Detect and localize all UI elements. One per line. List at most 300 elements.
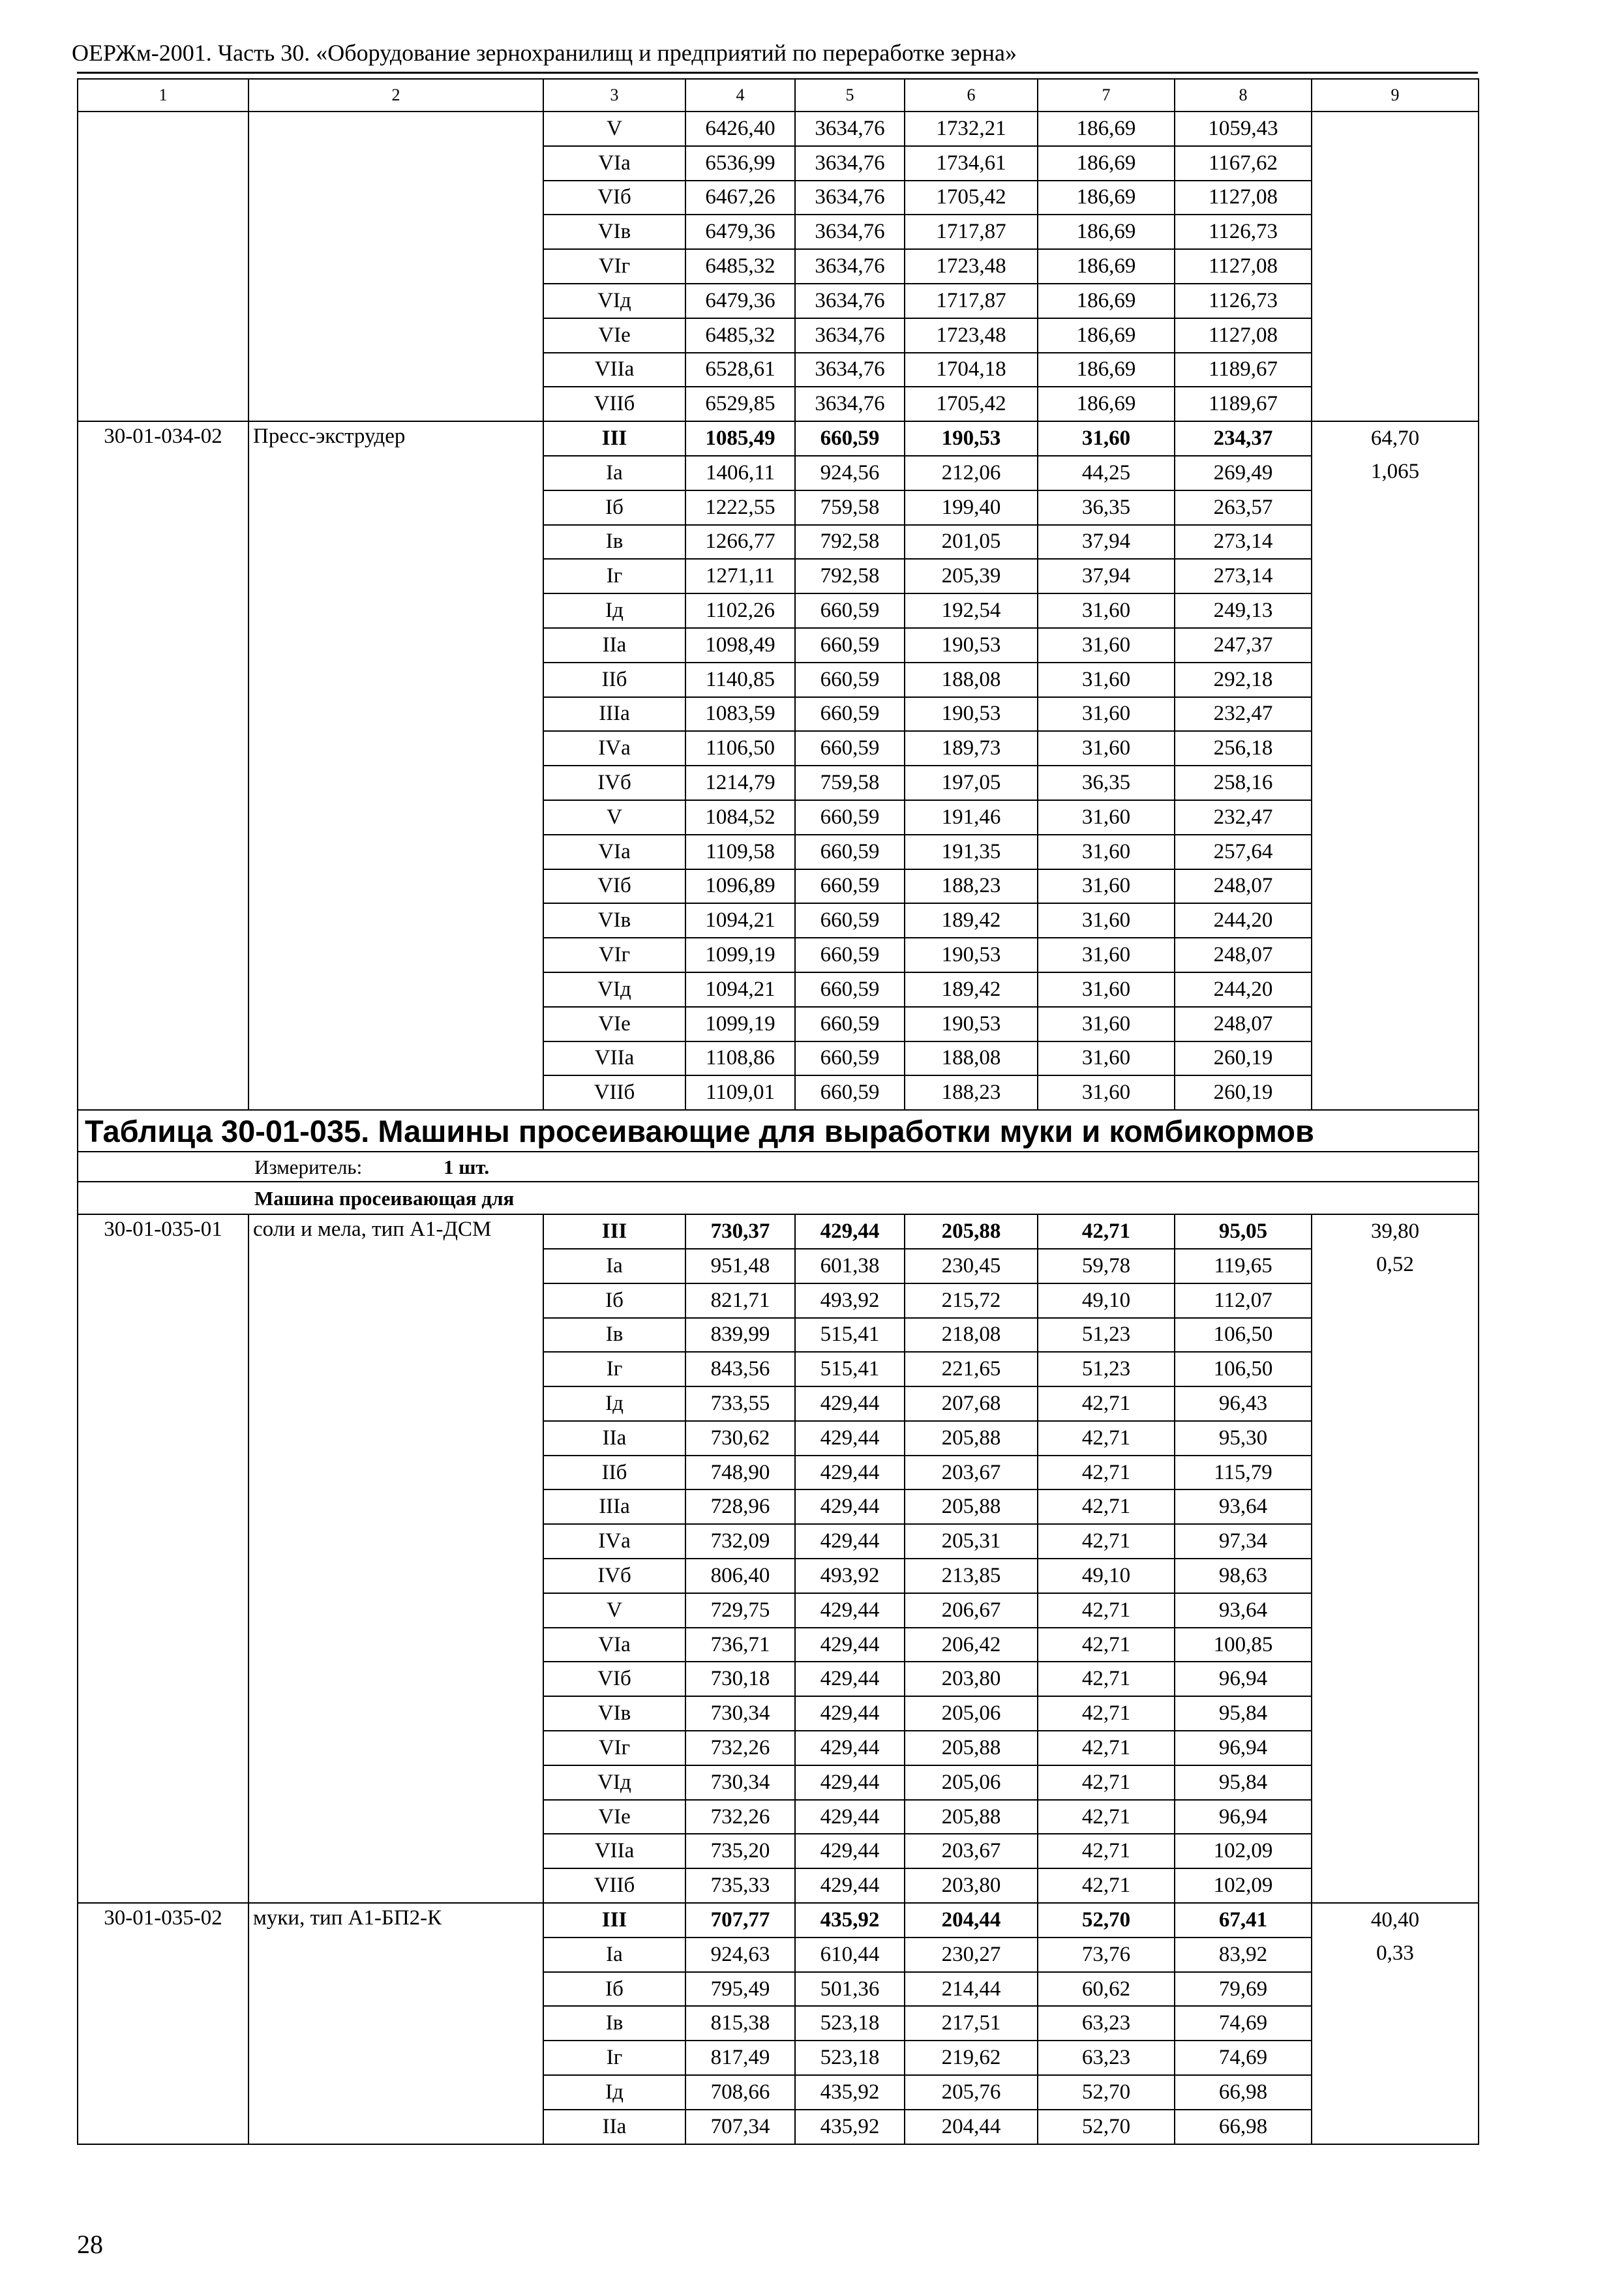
table-title: Таблица 30-01-035. Машины просеивающие для выработки муки и комбикормов xyxy=(78,1110,1479,1152)
value-cell: 269,49 xyxy=(1175,456,1312,490)
value-cell: 736,71 xyxy=(685,1628,795,1662)
value-cell: 256,18 xyxy=(1175,731,1312,766)
value-cell: 97,34 xyxy=(1175,1524,1312,1559)
zone-cell: IVа xyxy=(543,731,685,766)
value-cell: 3634,76 xyxy=(795,112,905,146)
extra-value: 64,70 xyxy=(1370,426,1420,451)
value-cell: 6467,26 xyxy=(685,181,795,215)
value-cell: 806,40 xyxy=(685,1559,795,1593)
value-cell: 31,60 xyxy=(1038,421,1175,456)
value-cell: 429,44 xyxy=(795,1834,905,1868)
value-cell: 186,69 xyxy=(1038,112,1175,146)
zone-cell: VIб xyxy=(543,1662,685,1696)
value-cell: 52,70 xyxy=(1038,1903,1175,1937)
value-cell: 1705,42 xyxy=(905,387,1038,421)
extra-cell xyxy=(1312,1903,1479,2144)
value-cell: 6536,99 xyxy=(685,146,795,181)
zone-cell: IIIа xyxy=(543,697,685,732)
column-number: 6 xyxy=(905,79,1038,112)
value-cell: 31,60 xyxy=(1038,663,1175,697)
value-cell: 429,44 xyxy=(795,1593,905,1628)
value-cell: 1127,08 xyxy=(1175,318,1312,353)
value-cell: 660,59 xyxy=(795,1041,905,1076)
value-cell: 435,92 xyxy=(795,2110,905,2144)
value-cell: 735,33 xyxy=(685,1868,795,1903)
value-cell: 219,62 xyxy=(905,2041,1038,2075)
value-cell: 843,56 xyxy=(685,1352,795,1386)
value-cell: 215,72 xyxy=(905,1283,1038,1318)
value-cell: 429,44 xyxy=(795,1662,905,1696)
value-cell: 42,71 xyxy=(1038,1456,1175,1490)
value-cell: 31,60 xyxy=(1038,1075,1175,1110)
value-cell: 924,63 xyxy=(685,1937,795,1972)
table-row xyxy=(78,112,1479,146)
value-cell: 730,37 xyxy=(685,1214,795,1249)
value-cell: 213,85 xyxy=(905,1559,1038,1593)
value-cell: 74,69 xyxy=(1175,2041,1312,2075)
extra-cell xyxy=(1312,1214,1479,1903)
value-cell: 660,59 xyxy=(795,697,905,732)
value-cell: 248,07 xyxy=(1175,938,1312,972)
value-cell: 203,80 xyxy=(905,1868,1038,1903)
value-cell: 660,59 xyxy=(795,1007,905,1041)
value-cell: 31,60 xyxy=(1038,835,1175,869)
value-cell: 6426,40 xyxy=(685,112,795,146)
extra-value: 0,52 xyxy=(1376,1252,1414,1276)
value-cell: 42,71 xyxy=(1038,1386,1175,1421)
extra-value: 1,065 xyxy=(1370,459,1420,483)
value-cell: 515,41 xyxy=(795,1318,905,1353)
value-cell: 1083,59 xyxy=(685,697,795,732)
value-cell: 31,60 xyxy=(1038,1041,1175,1076)
zone-cell: III xyxy=(543,1214,685,1249)
value-cell: 42,71 xyxy=(1038,1868,1175,1903)
zone-cell: IVб xyxy=(543,766,685,800)
value-cell: 435,92 xyxy=(795,2075,905,2110)
value-cell: 205,06 xyxy=(905,1765,1038,1800)
value-cell: 205,88 xyxy=(905,1214,1038,1249)
value-cell: 42,71 xyxy=(1038,1593,1175,1628)
value-cell: 660,59 xyxy=(795,731,905,766)
zone-cell: IIа xyxy=(543,1421,685,1456)
zone-cell: IIа xyxy=(543,2110,685,2144)
value-cell: 1167,62 xyxy=(1175,146,1312,181)
value-cell: 732,26 xyxy=(685,1731,795,1765)
value-cell: 708,66 xyxy=(685,2075,795,2110)
value-cell: 1096,89 xyxy=(685,869,795,904)
value-cell: 31,60 xyxy=(1038,731,1175,766)
value-cell: 230,27 xyxy=(905,1937,1038,1972)
value-cell: 96,94 xyxy=(1175,1662,1312,1696)
value-cell: 493,92 xyxy=(795,1283,905,1318)
value-cell: 83,92 xyxy=(1175,1937,1312,1972)
value-cell: 273,14 xyxy=(1175,559,1312,593)
value-cell: 660,59 xyxy=(795,938,905,972)
value-cell: 191,35 xyxy=(905,835,1038,869)
meter-label: Измеритель: xyxy=(254,1155,363,1178)
value-cell: 429,44 xyxy=(795,1628,905,1662)
value-cell: 188,08 xyxy=(905,1041,1038,1076)
value-cell: 660,59 xyxy=(795,663,905,697)
value-cell: 42,71 xyxy=(1038,1765,1175,1800)
value-cell: 42,71 xyxy=(1038,1834,1175,1868)
zone-cell: VIе xyxy=(543,1800,685,1834)
zone-cell: VIд xyxy=(543,972,685,1007)
value-cell: 42,71 xyxy=(1038,1662,1175,1696)
value-cell: 493,92 xyxy=(795,1559,905,1593)
extra-value: 39,80 xyxy=(1370,1219,1420,1244)
zone-cell: VIг xyxy=(543,938,685,972)
value-cell: 3634,76 xyxy=(795,181,905,215)
value-cell: 732,09 xyxy=(685,1524,795,1559)
zone-cell: VIд xyxy=(543,1765,685,1800)
value-cell: 119,65 xyxy=(1175,1249,1312,1283)
value-cell: 3634,76 xyxy=(795,146,905,181)
zone-cell: VIIа xyxy=(543,353,685,387)
value-cell: 3634,76 xyxy=(795,215,905,249)
value-cell: 95,84 xyxy=(1175,1765,1312,1800)
value-cell: 660,59 xyxy=(795,972,905,1007)
subheader: Машина просеивающая для xyxy=(78,1182,1479,1214)
value-cell: 96,43 xyxy=(1175,1386,1312,1421)
value-cell: 95,05 xyxy=(1175,1214,1312,1249)
work-code-cell xyxy=(78,112,248,421)
value-cell: 815,38 xyxy=(685,2006,795,2041)
value-cell: 218,08 xyxy=(905,1318,1038,1353)
value-cell: 1717,87 xyxy=(905,215,1038,249)
value-cell: 3634,76 xyxy=(795,387,905,421)
value-cell: 221,65 xyxy=(905,1352,1038,1386)
value-cell: 728,96 xyxy=(685,1489,795,1524)
value-cell: 44,25 xyxy=(1038,456,1175,490)
value-cell: 429,44 xyxy=(795,1489,905,1524)
value-cell: 189,42 xyxy=(905,903,1038,938)
value-cell: 188,23 xyxy=(905,1075,1038,1110)
value-cell: 951,48 xyxy=(685,1249,795,1283)
zone-cell: V xyxy=(543,800,685,835)
value-cell: 1717,87 xyxy=(905,284,1038,318)
zone-cell: Iг xyxy=(543,559,685,593)
extra-value: 40,40 xyxy=(1370,1908,1420,1932)
value-cell: 42,71 xyxy=(1038,1489,1175,1524)
zone-cell: VIг xyxy=(543,249,685,284)
value-cell: 79,69 xyxy=(1175,1972,1312,2007)
value-cell: 839,99 xyxy=(685,1318,795,1353)
value-cell: 759,58 xyxy=(795,490,905,525)
zone-cell: VIб xyxy=(543,869,685,904)
value-cell: 260,19 xyxy=(1175,1041,1312,1076)
column-number-row xyxy=(78,79,1479,112)
value-cell: 1094,21 xyxy=(685,903,795,938)
value-cell: 3634,76 xyxy=(795,284,905,318)
value-cell: 1126,73 xyxy=(1175,284,1312,318)
value-cell: 1099,19 xyxy=(685,1007,795,1041)
value-cell: 1214,79 xyxy=(685,766,795,800)
column-number: 4 xyxy=(685,79,795,112)
value-cell: 96,94 xyxy=(1175,1800,1312,1834)
column-number: 9 xyxy=(1312,79,1479,112)
zone-cell: Iд xyxy=(543,1386,685,1421)
value-cell: 1059,43 xyxy=(1175,112,1312,146)
value-cell: 217,51 xyxy=(905,2006,1038,2041)
value-cell: 660,59 xyxy=(795,1075,905,1110)
zone-cell: VIIб xyxy=(543,1075,685,1110)
zone-cell: Iд xyxy=(543,593,685,628)
zone-cell: VIIб xyxy=(543,387,685,421)
zone-cell: VIIа xyxy=(543,1834,685,1868)
value-cell: 244,20 xyxy=(1175,972,1312,1007)
value-cell: 273,14 xyxy=(1175,525,1312,560)
value-cell: 102,09 xyxy=(1175,1834,1312,1868)
value-cell: 106,50 xyxy=(1175,1352,1312,1386)
value-cell: 429,44 xyxy=(795,1386,905,1421)
value-cell: 42,71 xyxy=(1038,1524,1175,1559)
value-cell: 205,39 xyxy=(905,559,1038,593)
value-cell: 660,59 xyxy=(795,869,905,904)
value-cell: 52,70 xyxy=(1038,2110,1175,2144)
value-cell: 260,19 xyxy=(1175,1075,1312,1110)
value-cell: 263,57 xyxy=(1175,490,1312,525)
table-row xyxy=(78,1903,1479,1937)
value-cell: 660,59 xyxy=(795,593,905,628)
zone-cell: Iг xyxy=(543,1352,685,1386)
value-cell: 429,44 xyxy=(795,1214,905,1249)
value-cell: 429,44 xyxy=(795,1868,905,1903)
value-cell: 429,44 xyxy=(795,1800,905,1834)
value-cell: 730,62 xyxy=(685,1421,795,1456)
value-cell: 248,07 xyxy=(1175,869,1312,904)
table-row xyxy=(78,421,1479,456)
zone-cell: III xyxy=(543,421,685,456)
value-cell: 66,98 xyxy=(1175,2075,1312,2110)
value-cell: 31,60 xyxy=(1038,1007,1175,1041)
zone-cell: IVб xyxy=(543,1559,685,1593)
value-cell: 6485,32 xyxy=(685,318,795,353)
value-cell: 205,88 xyxy=(905,1800,1038,1834)
value-cell: 258,16 xyxy=(1175,766,1312,800)
value-cell: 730,34 xyxy=(685,1696,795,1731)
value-cell: 203,67 xyxy=(905,1834,1038,1868)
value-cell: 748,90 xyxy=(685,1456,795,1490)
work-name-cell: Пресс-экструдер xyxy=(248,421,543,1110)
value-cell: 63,23 xyxy=(1038,2041,1175,2075)
value-cell: 205,06 xyxy=(905,1696,1038,1731)
zone-cell: VIв xyxy=(543,215,685,249)
zone-cell: VIа xyxy=(543,835,685,869)
value-cell: 31,60 xyxy=(1038,593,1175,628)
value-cell: 186,69 xyxy=(1038,181,1175,215)
value-cell: 660,59 xyxy=(795,903,905,938)
value-cell: 100,85 xyxy=(1175,1628,1312,1662)
value-cell: 51,23 xyxy=(1038,1318,1175,1353)
zone-cell: V xyxy=(543,1593,685,1628)
zone-cell: Iа xyxy=(543,1937,685,1972)
extra-value: 0,33 xyxy=(1376,1941,1414,1965)
value-cell: 59,78 xyxy=(1038,1249,1175,1283)
zone-cell: Iд xyxy=(543,2075,685,2110)
value-cell: 31,60 xyxy=(1038,903,1175,938)
value-cell: 186,69 xyxy=(1038,387,1175,421)
column-number: 8 xyxy=(1175,79,1312,112)
value-cell: 523,18 xyxy=(795,2006,905,2041)
value-cell: 186,69 xyxy=(1038,284,1175,318)
value-cell: 729,75 xyxy=(685,1593,795,1628)
zone-cell: VIIб xyxy=(543,1868,685,1903)
value-cell: 214,44 xyxy=(905,1972,1038,2007)
value-cell: 660,59 xyxy=(795,835,905,869)
value-cell: 3634,76 xyxy=(795,353,905,387)
value-cell: 1266,77 xyxy=(685,525,795,560)
zone-cell: VIа xyxy=(543,146,685,181)
value-cell: 93,64 xyxy=(1175,1593,1312,1628)
value-cell: 523,18 xyxy=(795,2041,905,2075)
value-cell: 37,94 xyxy=(1038,525,1175,560)
value-cell: 189,42 xyxy=(905,972,1038,1007)
value-cell: 515,41 xyxy=(795,1352,905,1386)
column-number: 3 xyxy=(543,79,685,112)
value-cell: 1723,48 xyxy=(905,318,1038,353)
zone-cell: VIа xyxy=(543,1628,685,1662)
zone-cell: Iа xyxy=(543,456,685,490)
work-name-cell xyxy=(248,112,543,421)
value-cell: 74,69 xyxy=(1175,2006,1312,2041)
value-cell: 429,44 xyxy=(795,1696,905,1731)
value-cell: 1102,26 xyxy=(685,593,795,628)
value-cell: 1140,85 xyxy=(685,663,795,697)
value-cell: 31,60 xyxy=(1038,938,1175,972)
extra-cell xyxy=(1312,421,1479,1110)
value-cell: 429,44 xyxy=(795,1456,905,1490)
zone-cell: VIд xyxy=(543,284,685,318)
value-cell: 1127,08 xyxy=(1175,249,1312,284)
value-cell: 93,64 xyxy=(1175,1489,1312,1524)
value-cell: 51,23 xyxy=(1038,1352,1175,1386)
value-cell: 735,20 xyxy=(685,1834,795,1868)
value-cell: 3634,76 xyxy=(795,318,905,353)
value-cell: 60,62 xyxy=(1038,1972,1175,2007)
value-cell: 42,71 xyxy=(1038,1800,1175,1834)
value-cell: 203,67 xyxy=(905,1456,1038,1490)
value-cell: 190,53 xyxy=(905,628,1038,663)
zone-cell: Iг xyxy=(543,2041,685,2075)
work-name-cell: муки, тип А1-БП2-К xyxy=(248,1903,543,2144)
zone-cell: Iв xyxy=(543,525,685,560)
value-cell: 199,40 xyxy=(905,490,1038,525)
value-cell: 190,53 xyxy=(905,1007,1038,1041)
value-cell: 1108,86 xyxy=(685,1041,795,1076)
value-cell: 186,69 xyxy=(1038,249,1175,284)
value-cell: 186,69 xyxy=(1038,146,1175,181)
value-cell: 36,35 xyxy=(1038,490,1175,525)
value-cell: 232,47 xyxy=(1175,697,1312,732)
value-cell: 95,84 xyxy=(1175,1696,1312,1731)
zone-cell: IIIа xyxy=(543,1489,685,1524)
zone-cell: Iа xyxy=(543,1249,685,1283)
value-cell: 1099,19 xyxy=(685,938,795,972)
value-cell: 42,71 xyxy=(1038,1696,1175,1731)
value-cell: 501,36 xyxy=(795,1972,905,2007)
value-cell: 247,37 xyxy=(1175,628,1312,663)
value-cell: 186,69 xyxy=(1038,353,1175,387)
value-cell: 234,37 xyxy=(1175,421,1312,456)
zone-cell: IVа xyxy=(543,1524,685,1559)
value-cell: 817,49 xyxy=(685,2041,795,2075)
zone-cell: VIг xyxy=(543,1731,685,1765)
value-cell: 206,67 xyxy=(905,1593,1038,1628)
value-cell: 244,20 xyxy=(1175,903,1312,938)
value-cell: 3634,76 xyxy=(795,249,905,284)
value-cell: 188,23 xyxy=(905,869,1038,904)
value-cell: 610,44 xyxy=(795,1937,905,1972)
value-cell: 248,07 xyxy=(1175,1007,1312,1041)
value-cell: 292,18 xyxy=(1175,663,1312,697)
value-cell: 31,60 xyxy=(1038,800,1175,835)
meter-unit: 1 шт. xyxy=(444,1155,490,1178)
value-cell: 707,34 xyxy=(685,2110,795,2144)
value-cell: 601,38 xyxy=(795,1249,905,1283)
value-cell: 1189,67 xyxy=(1175,387,1312,421)
value-cell: 197,05 xyxy=(905,766,1038,800)
value-cell: 52,70 xyxy=(1038,2075,1175,2110)
value-cell: 206,42 xyxy=(905,1628,1038,1662)
column-number: 1 xyxy=(78,79,248,112)
value-cell: 67,41 xyxy=(1175,1903,1312,1937)
value-cell: 792,58 xyxy=(795,525,905,560)
value-cell: 31,60 xyxy=(1038,697,1175,732)
value-cell: 1704,18 xyxy=(905,353,1038,387)
value-cell: 792,58 xyxy=(795,559,905,593)
value-cell: 66,98 xyxy=(1175,2110,1312,2144)
value-cell: 660,59 xyxy=(795,628,905,663)
value-cell: 207,68 xyxy=(905,1386,1038,1421)
value-cell: 1109,58 xyxy=(685,835,795,869)
value-cell: 429,44 xyxy=(795,1765,905,1800)
value-cell: 31,60 xyxy=(1038,869,1175,904)
value-cell: 435,92 xyxy=(795,1903,905,1937)
value-cell: 115,79 xyxy=(1175,1456,1312,1490)
value-cell: 190,53 xyxy=(905,697,1038,732)
value-cell: 707,77 xyxy=(685,1903,795,1937)
value-cell: 49,10 xyxy=(1038,1559,1175,1593)
value-cell: 95,30 xyxy=(1175,1421,1312,1456)
value-cell: 205,76 xyxy=(905,2075,1038,2110)
value-cell: 186,69 xyxy=(1038,318,1175,353)
value-cell: 1189,67 xyxy=(1175,353,1312,387)
value-cell: 205,88 xyxy=(905,1731,1038,1765)
zone-cell: VIе xyxy=(543,318,685,353)
value-cell: 660,59 xyxy=(795,421,905,456)
page-header-title: ОЕРЖм-2001. Часть 30. «Оборудование зернохранилищ и предприятий по переработке зерна» xyxy=(72,40,1017,66)
value-cell: 759,58 xyxy=(795,766,905,800)
value-cell: 36,35 xyxy=(1038,766,1175,800)
value-cell: 106,50 xyxy=(1175,1318,1312,1353)
value-cell: 1098,49 xyxy=(685,628,795,663)
zone-cell: VIб xyxy=(543,181,685,215)
value-cell: 821,71 xyxy=(685,1283,795,1318)
value-cell: 1127,08 xyxy=(1175,181,1312,215)
value-cell: 1406,11 xyxy=(685,456,795,490)
value-cell: 1094,21 xyxy=(685,972,795,1007)
value-cell: 204,44 xyxy=(905,2110,1038,2144)
value-cell: 6479,36 xyxy=(685,215,795,249)
value-cell: 192,54 xyxy=(905,593,1038,628)
value-cell: 6479,36 xyxy=(685,284,795,318)
value-cell: 31,60 xyxy=(1038,628,1175,663)
value-cell: 1734,61 xyxy=(905,146,1038,181)
header-rule xyxy=(77,72,1478,74)
work-code-cell: 30-01-035-02 xyxy=(78,1903,248,2144)
zone-cell: Iб xyxy=(543,490,685,525)
